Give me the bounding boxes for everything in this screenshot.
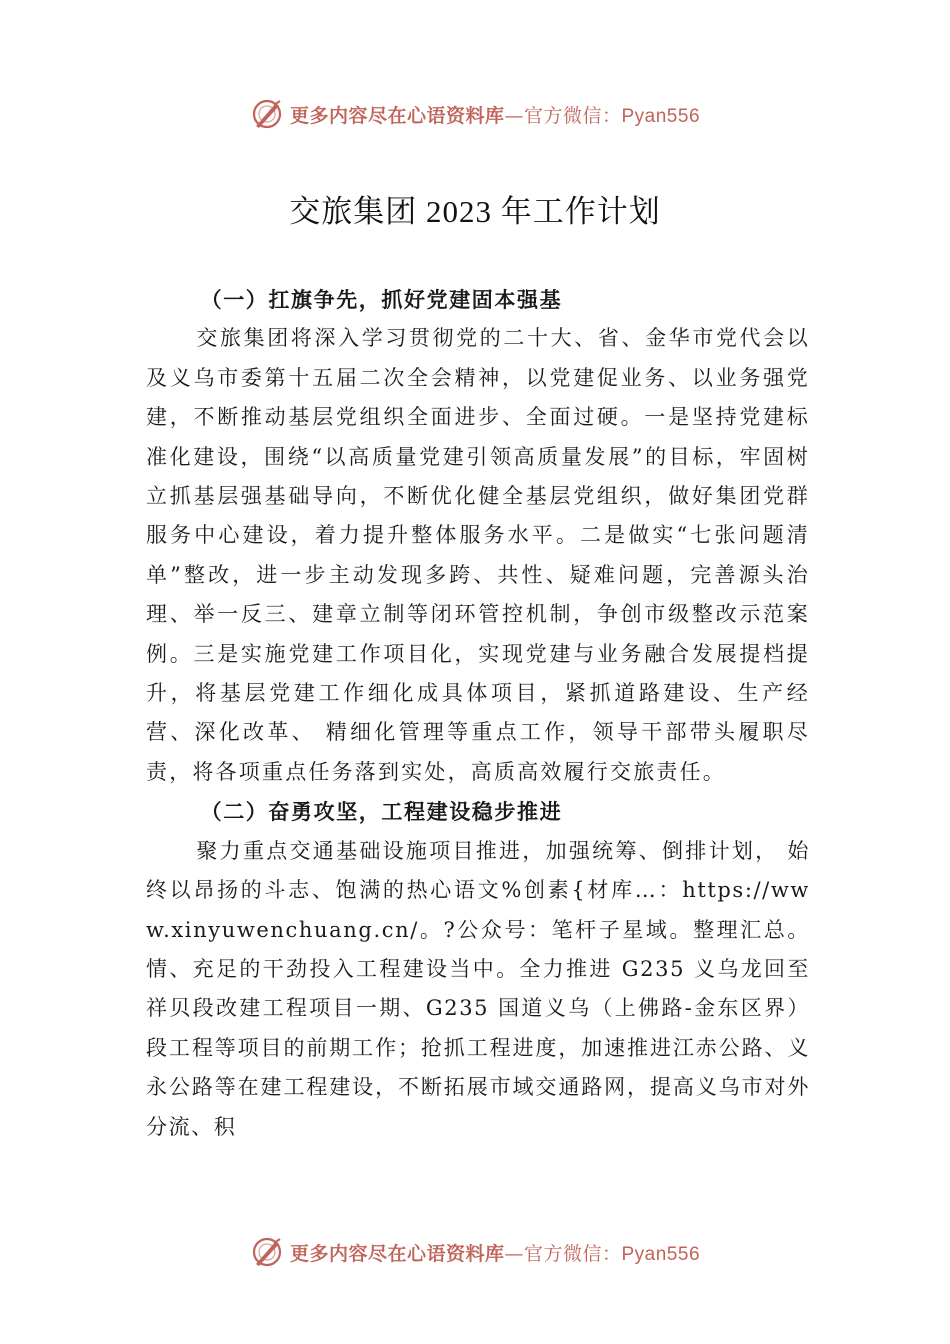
pen-quill-logo-icon (250, 1235, 284, 1269)
watermark-wechat-label: 官方微信： (523, 1242, 622, 1265)
watermark-text (290, 1239, 700, 1266)
watermark-wechat-id: Pyan556 (621, 1243, 701, 1265)
section-2-paragraph: 聚力重点交通基础设施项目推进，加强统筹、倒排计划， 始终以昂扬的斗志、饱满的热心语文%创素{材库…：https://www.xinyuwenchuang.cn/。?公众号：笔杆子星域。整理汇总。情、充足的干劲投入工程建设当中。全力推进 G235 义乌龙回至祥贝段改建工程项目一期、G235 国道义乌（上佛路-金东区界）段工程等项目的前期工作；抢抓工程进度，加速推进江赤公路、义永公路等在建工程建设，不断拓展市域交通路网，提高义乌市对外分流、积 (146, 838, 810, 1139)
watermark-wechat-id: Pyan556 (621, 105, 701, 127)
watermark-separator: — (504, 1242, 524, 1265)
section-1-heading: （一）扛旗争先，抓好党建固本强基 (200, 287, 563, 312)
footer-watermark-banner (0, 1232, 950, 1272)
watermark-wechat-label: 官方微信： (523, 104, 622, 127)
section-1-paragraph: 交旅集团将深入学习贯彻党的二十大、省、金华市党代会以及义乌市委第十五届二次全会精神，以党建促业务、以业务强党建，不断推动基层党组织全面进步、全面过硬。一是坚持党建标准化建设，围绕“以高质量党建引领高质量发展”的目标，牢固树立抓基层强基础导向，不断优化健全基层党组织，做好集团党群服务中心建设，着力提升整体服务水平。二是做实“七张问题清单”整改，进一步主动发现多跨、共性、疑难问题，完善源头治理、举一反三、建章立制等闭环管控机制，争创市级整改示范案例。三是实施党建工作项目化，实现党建与业务融合发展提档提升，将基层党建工作细化成具体项目，紧抓道路建设、生产经营、深化改革、 精细化管理等重点工作，领导干部带头履职尽责，将各项重点任务落到实处，高质高效履行交旅责任。 (146, 326, 810, 784)
watermark-brand: 更多内容尽在心语资料库 (289, 1242, 505, 1265)
watermark-brand: 更多内容尽在心语资料库 (289, 104, 505, 127)
document-body (146, 280, 810, 1147)
section-2-heading: （二）奋勇攻坚，工程建设稳步推进 (200, 799, 563, 825)
watermark-text (290, 101, 700, 128)
pen-quill-logo-icon (250, 97, 284, 131)
header-watermark-banner (0, 94, 950, 134)
document-title: 交旅集团 2023 年工作计划 (289, 194, 661, 229)
watermark-separator: — (504, 104, 524, 127)
